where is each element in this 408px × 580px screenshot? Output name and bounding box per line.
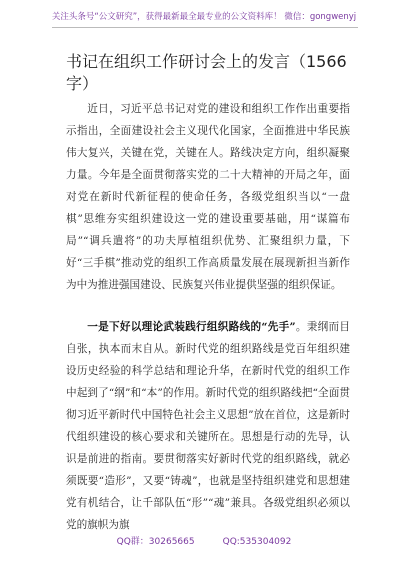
footer-qq-group: QQ群：30265665 [116,537,195,547]
paragraph-point-one-heading: 一是下好以理论武装践行组织路线的“先手” [87,321,296,333]
paragraph-intro-text: 近日，习近平总书记对党的建设和组织工作作出重要指示指出，全面建设社会主义现代化国家，全面推进中华民族伟大复兴，关键在党，关键在人。路线决定方向，组织凝聚力量。今年是全面贯彻落实党的二十大精神的开局之年，面对党在新时代新征程的使命任务，各级党组织当以“一盘棋”思维夯实组织建设这一党的建设重要基础，用“谋篇布局”“调兵遣将”的功夫厚植组织优势、汇聚组织力量，下好“三手棋”推动党的组织工作高质量发展在展现新担当新作为中为推进强国建设、民族复兴伟业提供坚强的组织保证。 [66,103,350,291]
document-title: 书记在组织工作研讨会上的发言（1566字） [66,52,347,93]
paragraph-point-one [66,316,350,536]
footer-qq: QQ:535304092 [222,537,292,547]
header-banner: 关注头条号“公文研究”，获得最新最全最专业的公文资料库！ 微信：gongwenyj [51,12,357,22]
paragraph-point-one-text: 。秉纲而目自张，执本而末自从。新时代党的组织路线是党百年组织建设历史经验的科学总结和理论升华，在新时代党的组织工作中起到了“纲”和“本”的作用。新时代党的组织路线把“全面贯彻习近平新时代中国特色社会主义思想”放在首位，这是新时代组织建设的核心要求和关键所在。思想是行动的先导，认识是前进的指南。要贯彻落实好新时代党的组织路线，就必须既要“造形”，又要“铸魂”，也就是坚持组织建党和思想建党有机结合，让千部队伍“形”“魂”兼具。各级党组织必须以党的旗帜为旗 [66,321,350,531]
footer-contact [0,534,408,547]
paragraph-intro [66,98,350,296]
header-divider [52,27,358,28]
